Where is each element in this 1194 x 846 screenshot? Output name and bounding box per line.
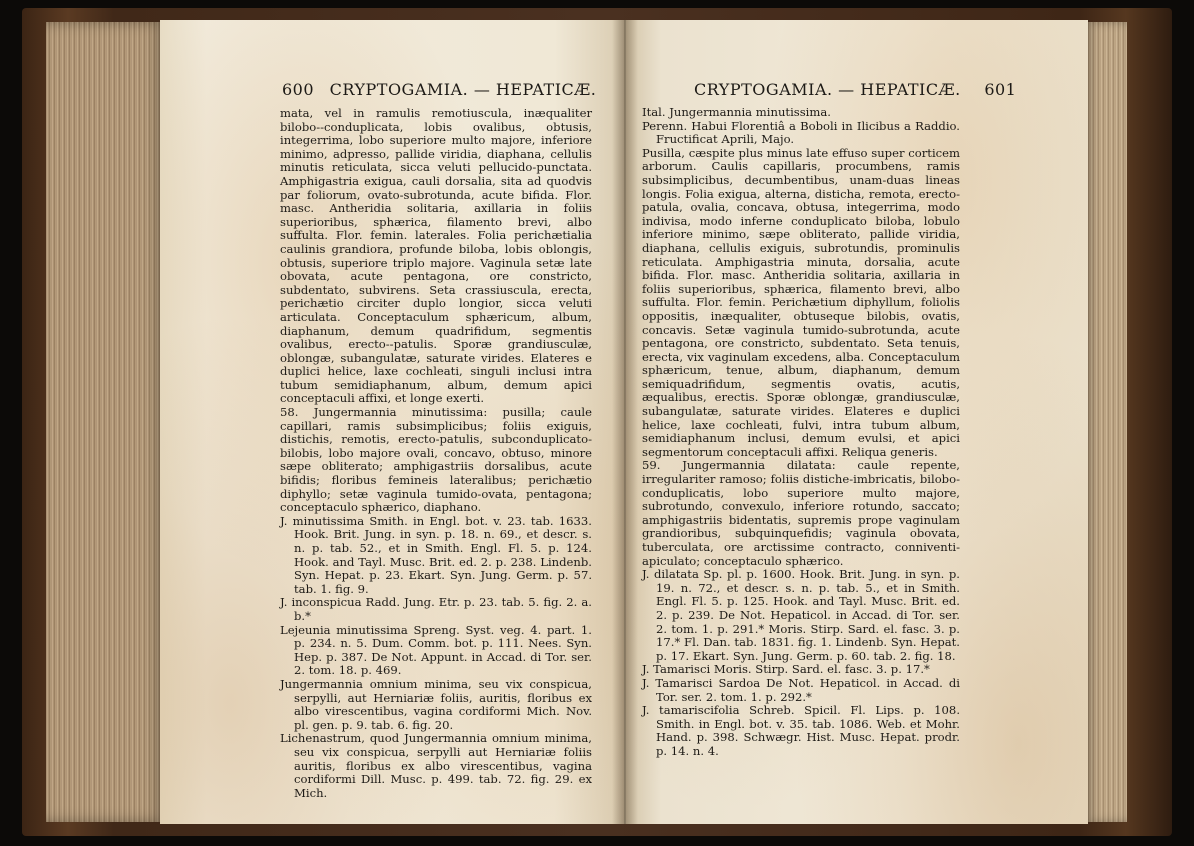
citation: Lejeunia minutissima Spreng. Syst. veg. 4. part. 1. p. 234. n. 5. Dum. Comm. bot. p. 111. Nees. Syn. Hep. p. 387. De Not. Appunt. in Accad. di Tor. ser. 2. tom. 18. p. 469. <box>280 622 592 678</box>
species-entry-59: 59. Jungermannia dilatata: caule repente, irregulariter ramoso; foliis distiche-imbricatis, bilobo-conduplicatis, lobo superiore multo majore, subrotundo, convexulo, inferiore rotundo, saccato; amphigastriis bidentatis, supremis prope vaginulam grandioribus, subquinquefidis; vaginula obovata, tuberculata, ore arctissime contracto, conniventi-apiculato; conceptaculo sphærico. <box>642 458 960 568</box>
citation: J. dilatata Sp. pl. p. 1600. Hook. Brit. Jung. in syn. p. 19. n. 72., et descr. s. n. p. tab. 5., et in Smith. Engl. Fl. 5. p. 125. Hook. and Tayl. Musc. Brit. ed. 2. p. 239. De Not. Hepaticol. in Accad. di Tor. ser. 2. tom. 1. p. 291.* Moris. Stirp. Sard. el. fasc. 3. p. 17.* Fl. Dan. tab. 1831. fig. 1. Lindenb. Syn. Hepat. p. 17. Ekart. Syn. Jung. Germ. p. 60. tab. 2. fig. 18. <box>642 567 960 663</box>
species-entry-58: 58. Jungermannia minutissima: pusilla; caule capillari, ramis subsimplicibus; foliis exiguis, distichis, remotis, erecto-patulis, subconduplicato-bilobis, lobo majore ovali, concavo, obtuso, minore sæpe obliterato; amphigastriis dorsalibus, acute bifidis; floribus femineis lateralibus; perichætio diphyllo; setæ vaginula tumido-ovata, pentagona; conceptaculo sphærico, diaphano. <box>280 405 592 515</box>
left-page-number: 600 <box>282 80 315 99</box>
book-gutter <box>612 20 638 824</box>
paragraph: Pusilla, cæspite plus minus late effuso super corticem arborum. Caulis capillaris, procumbens, ramis subsimplicibus, decumbentibus, unam-duas lineas longis. Folia exigua, alterna, disticha, remota, erecto-patula, ovalia, concava, obtusa, integerrima, modo indivisa, modo inferne conduplicato biloba, lobulo inferiore minimo, sæpe obliterato, pallide viridia, diaphana, cellulis exiguis, subrotundis, prominulis reticulata. Amphigastria minuta, dorsalia, acute bifida. Flor. masc. Antheridia solitaria, axillaria in foliis superioribus, sphærica, filamento brevi, albo suffulta. Flor. femin. Perichætium diphyllum, foliolis oppositis, inæqualiter, obtuseque bilobis, ovatis, concavis. Setæ vaginula tumido-subrotunda, acute pentagona, ore constricto, subdentato. Seta tenuis, erecta, vix vaginulam excedens, alba. Conceptaculum sphæricum, tenue, album, diaphanum, demum semiquadrifidum, segmentis ovatis, acutis, æqualibus, erectis. Sporæ oblongæ, grandiusculæ, subangulatæ, saturate virides. Elateres e duplici helice, laxe cochleati, fulvi, intra tubum album, semidiaphanum inclusi, demum evulsi, et apici segmentorum conceptaculi affixi. Reliqua generis. <box>642 145 960 459</box>
paragraph: mata, vel in ramulis remotiuscula, inæqualiter bilobo--conduplicata, lobis ovalibus, obtusis, integerrima, lobo superiore multo majore, inferiore minimo, adpresso, pallide viridia, diaphana, cellulis minutis reticulata, sicca veluti pellucido-punctata. Amphigastria exigua, cauli dorsalia, sita ad quodvis par foliorum, ovato-subrotunda, acute bifida. Flor. masc. Antheridia solitaria, axillaria in foliis superioribus, sphærica, filamento brevi, albo suffulta. Flor. femin. laterales. Folia perichætialia caulinis grandiora, profunde biloba, lobis oblongis, obtusis, superiore triplo majore. Vaginula setæ late obovata, acute pentagona, ore constricto, subdentato, subvirens. Seta crassiuscula, erecta, perichætio circiter duplo longior, sicca veluti articulata. Conceptaculum sphæricum, album, diaphanum, demum quadrifidum, segmentis ovalibus, erecto--patulis. Sporæ grandiusculæ, oblongæ, subangulatæ, saturate virides. Elateres e duplici helice, laxe cochleati, singuli inclusi intra tubum semidiaphanum, album, demum apici conceptaculi affixi, et longe exerti. <box>280 106 592 406</box>
left-page-text <box>280 107 592 800</box>
page-edges-right <box>1085 22 1127 822</box>
citation: Jungermannia omnium minima, seu vix conspicua, serpylli, aut Herniariæ foliis, auritis, floribus ex albo virescentibus, vagina cordiformi Mich. Nov. pl. gen. p. 9. tab. 6. fig. 20. <box>280 676 592 732</box>
citation: J. Tamarisci Moris. Stirp. Sard. el. fasc. 3. p. 17.* <box>642 662 930 677</box>
right-page-text <box>642 106 960 759</box>
right-page <box>624 20 1088 824</box>
citation: J. minutissima Smith. in Engl. bot. v. 23. tab. 1633. Hook. Brit. Jung. in syn. p. 18. n. 69., et descr. s. n. p. tab. 52., et in Smith. Engl. Fl. 5. p. 124. Hook. and Tayl. Musc. Brit. ed. 2. p. 238. Lindenb. Syn. Hepat. p. 23. Ekart. Syn. Jung. Germ. p. 57. tab. 1. fig. 9. <box>280 513 592 596</box>
paragraph: Perenn. Habui Florentiâ a Boboli in Ilicibus a Raddio. Fructificat Aprili, Majo. <box>642 118 960 147</box>
page-edges-left <box>46 22 166 822</box>
citation: Lichenastrum, quod Jungermannia omnium minima, seu vix conspicua, serpylli aut Herniariæ foliis auritis, floribus ex albo virescentibus, vagina cordiformi Dill. Musc. p. 499. tab. 72. fig. 29. ex Mich. <box>280 731 592 800</box>
right-running-head <box>694 80 1016 99</box>
citation: J. Tamarisci Sardoa De Not. Hepaticol. in Accad. di Tor. ser. 2. tom. 1. p. 292.* <box>642 675 960 704</box>
citation: J. inconspicua Radd. Jung. Etr. p. 23. tab. 5. fig. 2. a. b.* <box>280 595 592 623</box>
left-head-title: CRYPTOGAMIA. — HEPATICÆ. <box>329 80 597 99</box>
left-running-head <box>282 80 596 99</box>
right-page-number: 601 <box>984 80 1017 99</box>
right-head-title: CRYPTOGAMIA. — HEPATICÆ. <box>694 80 961 99</box>
left-page <box>160 20 624 824</box>
citation: J. tamariscifolia Schreb. Spicil. Fl. Lips. p. 108. Smith. in Engl. bot. v. 35. tab. 1086. Web. et Mohr. Hand. p. 398. Schwægr. Hist. Musc. Hepat. prodr. p. 14. n. 4. <box>642 703 960 758</box>
paragraph: Ital. Jungermannia minutissima. <box>642 105 831 119</box>
